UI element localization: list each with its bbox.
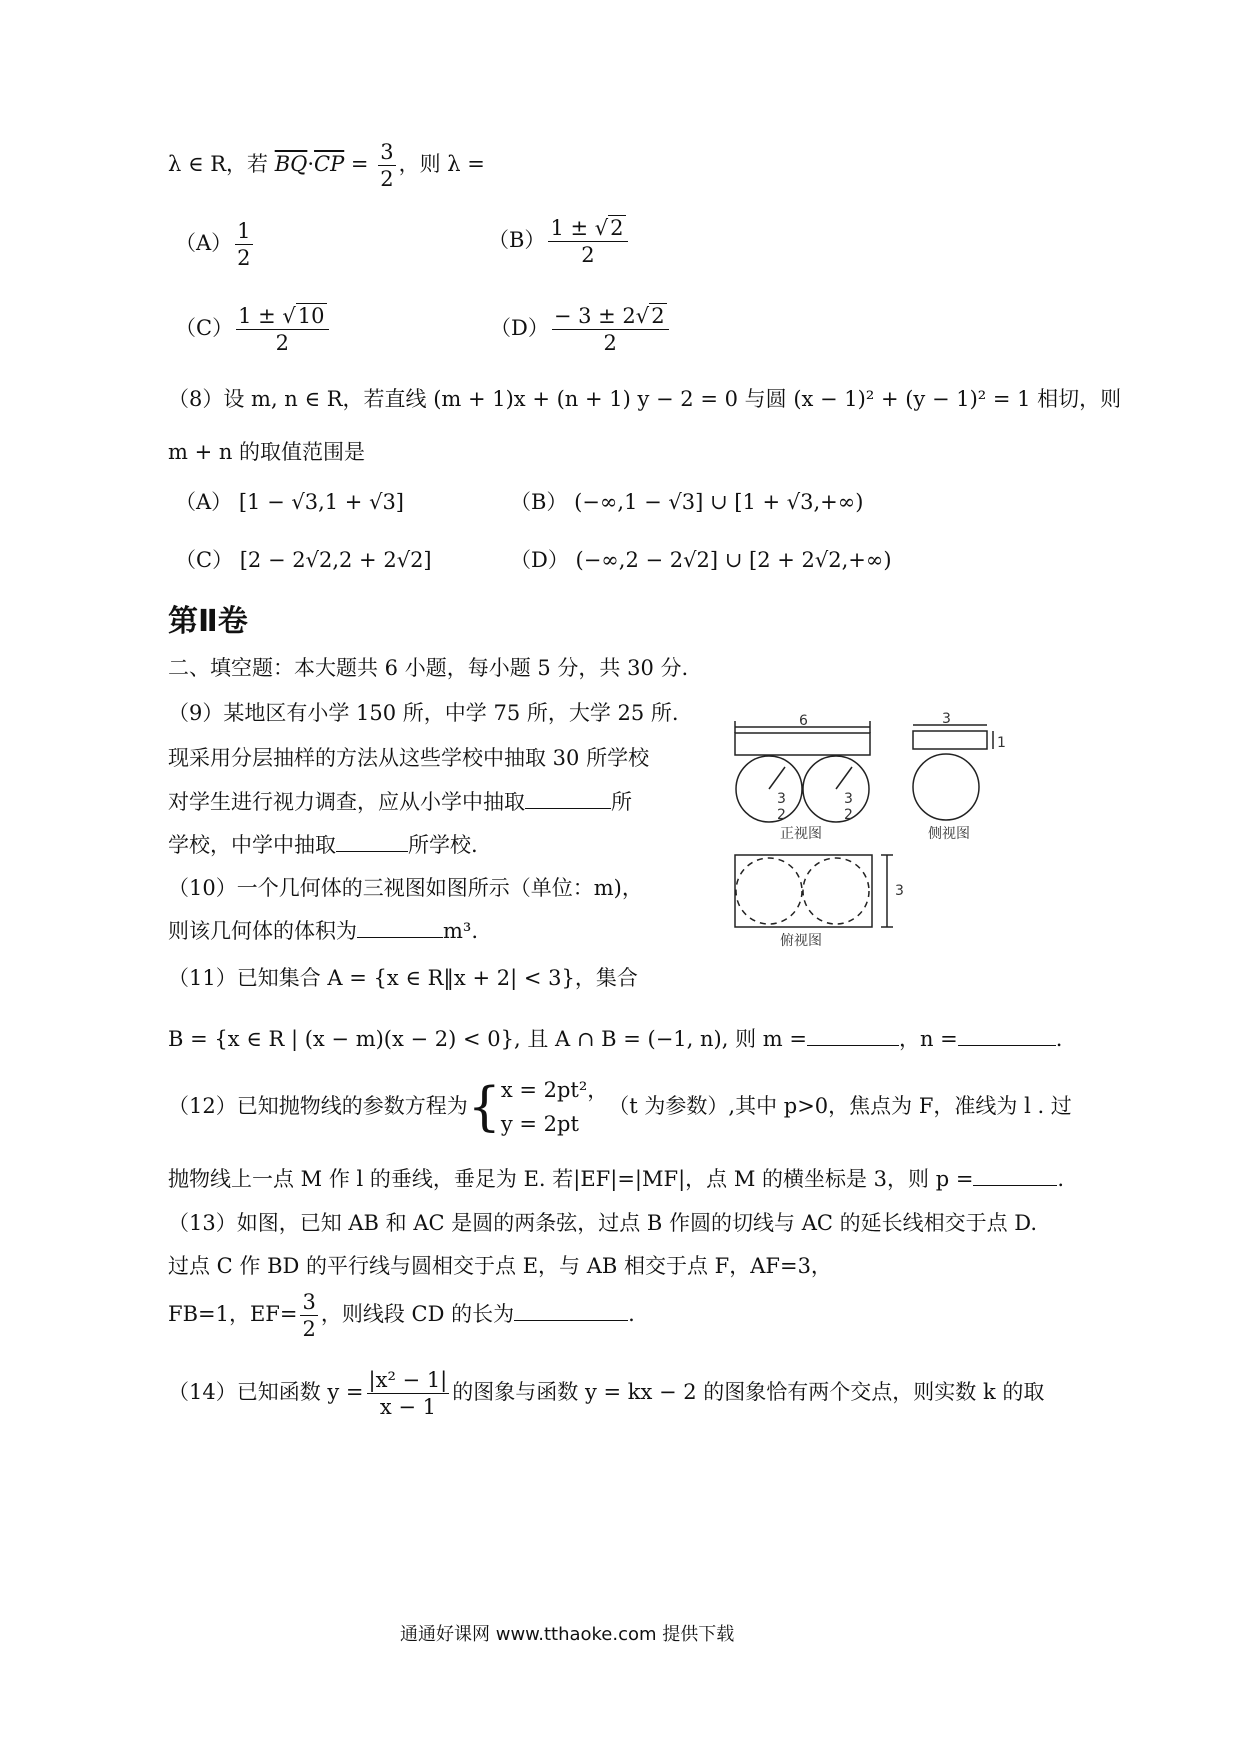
q8-option-c: （C） [2 − 2√2,2 + 2√2] <box>175 548 432 572</box>
q11-line1: （11）已知集合 A = {x ∈ R‖x + 2| < 3}，集合 <box>168 966 638 990</box>
q7-option-d: （D） $\frac{- 3 \pm 2√2}{2}$ <box>490 300 672 356</box>
radius-den-right: 2 <box>844 807 853 823</box>
q13-line2: 过点 C 作 BD 的平行线与圆相交于点 E，与 AB 相交于点 F，AF=3， <box>168 1254 832 1278</box>
part2-heading: 二、填空题：本大题共 6 小题，每小题 5 分，共 30 分. <box>168 656 689 680</box>
front-bar <box>735 733 870 755</box>
top-caption: 俯视图 <box>780 933 822 949</box>
q7-stem <box>168 138 485 190</box>
side-bar <box>913 731 987 749</box>
brace-symbol: { <box>467 1077 501 1138</box>
q7-option-c: （C） $\frac{1 \pm √10}{2}$ <box>175 300 332 356</box>
side-circle <box>913 754 979 820</box>
parametric-system: x = 2pt²， y = 2pt <box>500 1077 609 1136</box>
q8-option-b: （B） (−∞,1 − √3] ∪ [1 + √3,+∞) <box>510 490 864 514</box>
answer-blank[interactable] <box>336 833 408 852</box>
radius-den-left: 2 <box>777 807 786 823</box>
front-width-label: 6 <box>799 713 808 729</box>
section-title: 第Ⅱ卷 <box>168 604 248 639</box>
q12-line2: 抛物线上一点 M 作 l 的垂线，垂足为 E. 若|EF|=|MF|，点 M 的横坐标是 3，则 p = . <box>168 1167 1065 1191</box>
top-circle-right <box>803 858 869 924</box>
vector-bq: $\overline{BQ}$ <box>274 152 308 176</box>
footer-text: 通通好课网 www.tthaoke.com 提供下载 <box>400 1624 735 1645</box>
front-caption: 正视图 <box>780 826 822 842</box>
q10-line2: 则该几何体的体积为 m³. <box>168 919 479 943</box>
q7-tail: ，则 λ = <box>398 152 485 176</box>
side-height-label: 1 <box>997 735 1006 751</box>
top-circle-left <box>736 858 802 924</box>
q10-line1: （10）一个几何体的三视图如图所示（单位：m)， <box>168 876 643 900</box>
q9-line2: 现采用分层抽样的方法从这些学校中抽取 30 所学校 <box>168 746 650 770</box>
q7-option-a: （A） $\frac{1}{2}$ <box>175 218 251 270</box>
q7-lead: λ ∈ R，若 <box>168 152 275 176</box>
q14-line: （14）已知函数 y = $\frac{\text{|x² − 1|}}{x - 1}$ 的图象与函数 y = kx − 2 的图象恰有两个交点，则实数 k 的取 <box>168 1367 1045 1419</box>
q13-line3: FB=1，EF= $\frac{3}{2}$ ，则线段 CD 的长为 . <box>168 1289 635 1341</box>
fraction-3-2: $\frac{3}{2}$ <box>380 139 394 191</box>
q8-line2: m + n 的取值范围是 <box>168 440 366 464</box>
answer-blank[interactable] <box>525 790 611 809</box>
q9-line4: 学校，中学中抽取 所学校. <box>168 833 478 857</box>
top-depth-label: 3 <box>895 883 904 899</box>
q13-line1: （13）如图，已知 AB 和 AC 是圆的两条弦，过点 B 作圆的切线与 AC 的延长线相交于点 D. <box>168 1211 1038 1235</box>
q9-line3: 对学生进行视力调查，应从小学中抽取 所 <box>168 790 632 814</box>
q7-option-b: （B） $\frac{1 \pm √2}{2}$ <box>488 212 631 268</box>
answer-blank[interactable] <box>514 1302 628 1321</box>
q8-option-d: （D） (−∞,2 − 2√2] ∪ [2 + 2√2,+∞) <box>510 548 892 572</box>
vector-cp: $\overline{CP}$ <box>314 152 345 176</box>
answer-blank[interactable] <box>958 1027 1056 1046</box>
answer-blank[interactable] <box>357 919 443 938</box>
answer-blank[interactable] <box>807 1027 899 1046</box>
answer-blank[interactable] <box>973 1167 1057 1186</box>
q8-line1: （8）设 m, n ∈ R，若直线 (m + 1)x + (n + 1) y − 2 = 0 与圆 (x − 1)² + (y − 1)² = 1 相切，则 <box>168 387 1122 411</box>
three-view-figure <box>725 705 1015 950</box>
side-width-label: 3 <box>942 711 951 727</box>
q12-line1: （12）已知抛物线的参数方程为{ x = 2pt²， y = 2pt （t 为参数）,其中 p>0，焦点为 F，准线为 l . 过 <box>168 1072 1072 1140</box>
radius-num-left: 3 <box>777 791 786 807</box>
q9-line1: （9）某地区有小学 150 所，中学 75 所，大学 25 所. <box>168 701 679 725</box>
q11-line2: B = {x ∈ R | (x − m)(x − 2) < 0}, 且 A ∩ B = (−1, n), 则 m = ，n = . <box>168 1027 1063 1051</box>
q8-option-a: （A） [1 − √3,1 + √3] <box>175 490 405 514</box>
side-caption: 侧视图 <box>928 826 970 842</box>
radius-num-right: 3 <box>844 791 853 807</box>
equals-symbol: = <box>344 152 376 176</box>
dot-symbol: · <box>307 152 315 176</box>
